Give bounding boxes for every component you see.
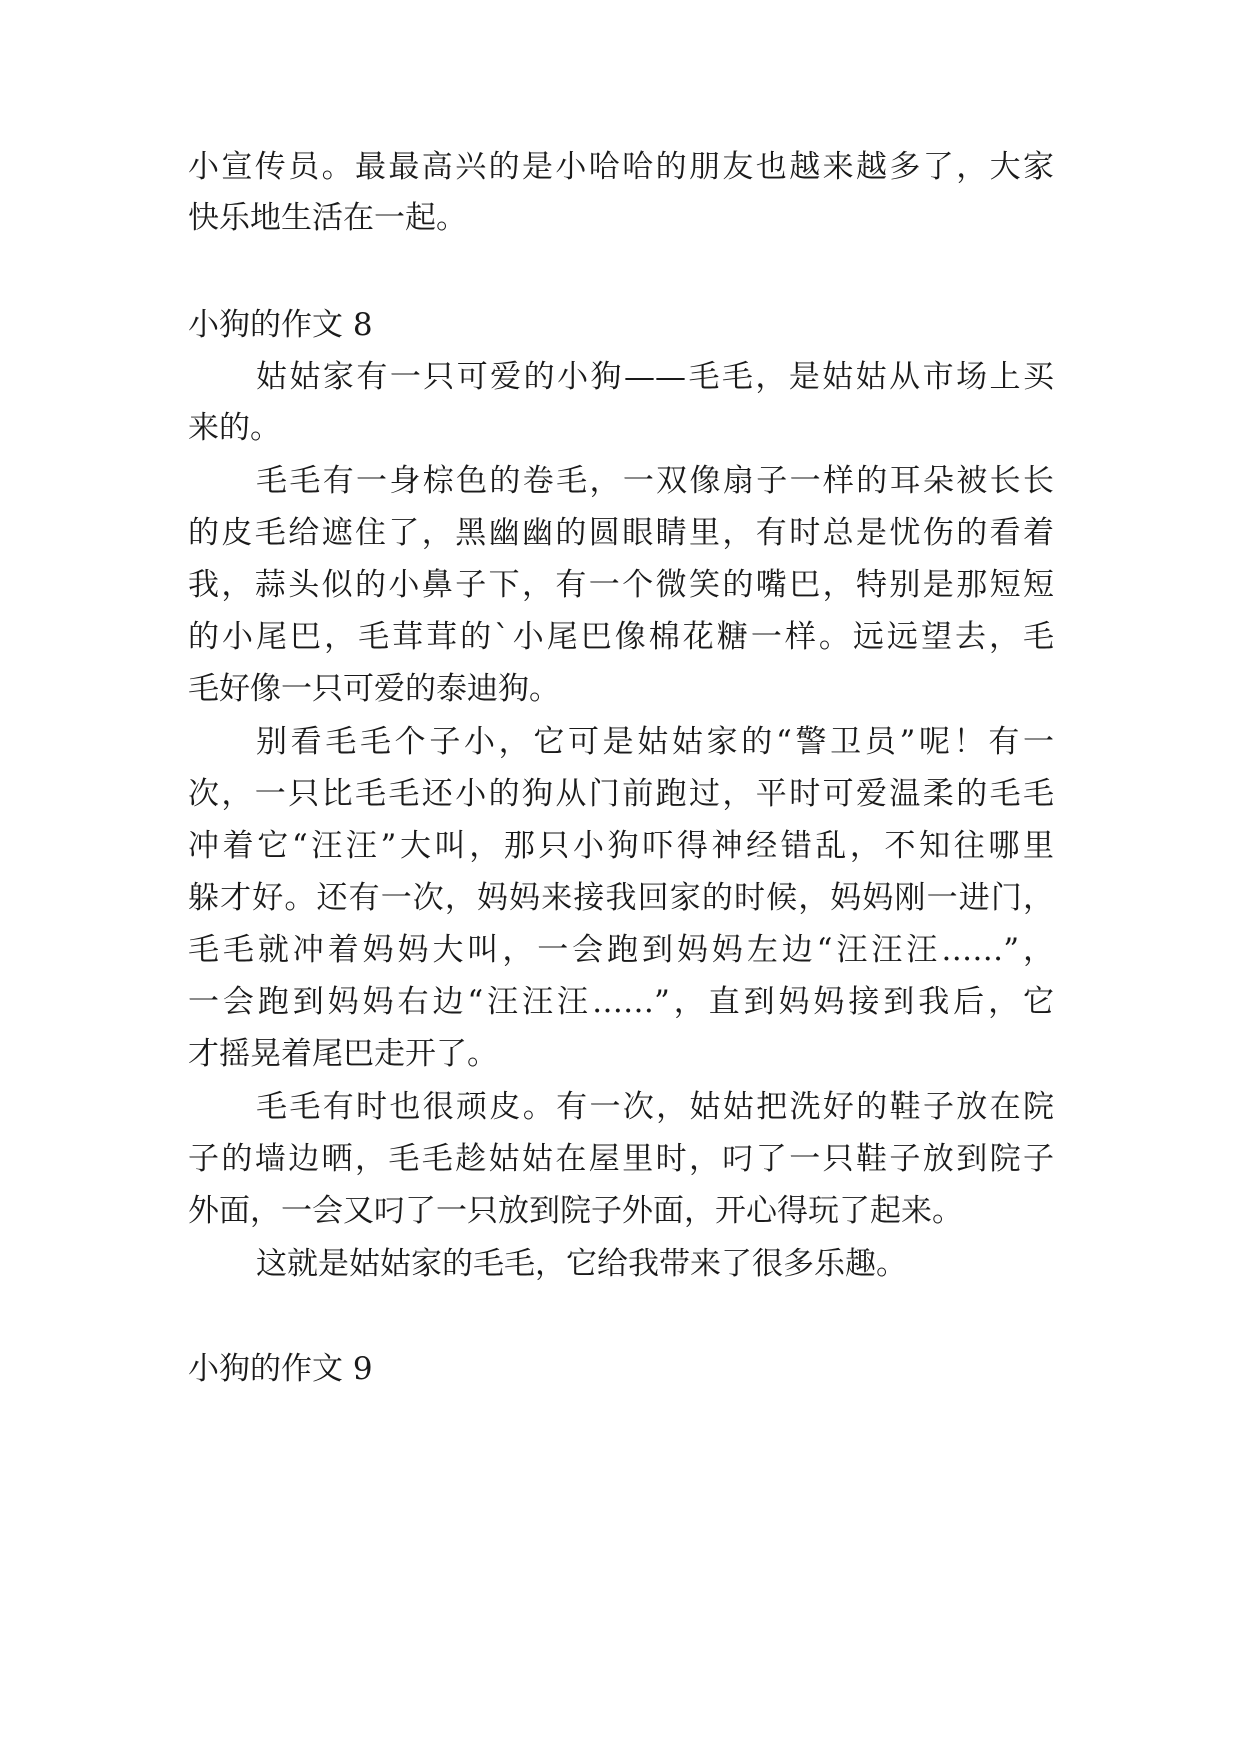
essay-8-p3-line-5: 毛毛就冲着妈妈大叫，一会跑到妈妈左边“汪汪汪……”， [188,932,1054,968]
intro-line-2: 快乐地生活在一起。 [188,200,467,236]
essay-8-p4-line-2: 子的墙边晒，毛毛趁姑姑在屋里时，叼了一只鞋子放到院子 [188,1141,1054,1177]
essay-8-p1-line-1: 姑姑家有一只可爱的小狗——毛毛，是姑姑从市场上买 [256,359,1054,395]
essay-8-p3-line-6: 一会跑到妈妈右边“汪汪汪……”，直到妈妈接到我后，它 [188,984,1054,1020]
essay-8-p2-line-5: 毛好像一只可爱的泰迪狗。 [188,671,560,707]
essay-8-p1-line-2: 来的。 [188,410,281,446]
essay-8-heading: 小狗的作文 8 [188,307,373,343]
intro-line-1: 小宣传员。最最高兴的是小哈哈的朋友也越来越多了，大家 [188,149,1054,185]
essay-9-heading: 小狗的作文 9 [188,1351,373,1387]
essay-8-p3-line-1: 别看毛毛个子小，它可是姑姑家的“警卫员”呢！有一 [256,724,1054,760]
essay-8-p2-line-1: 毛毛有一身棕色的卷毛，一双像扇子一样的耳朵被长长 [256,463,1054,499]
essay-8-p3-line-4: 躲才好。还有一次，妈妈来接我回家的时候，妈妈刚一进门， [188,880,1054,916]
essay-8-p2-line-3: 我，蒜头似的小鼻子下，有一个微笑的嘴巴，特别是那短短 [188,567,1054,603]
essay-8-p3-line-2: 次，一只比毛毛还小的狗从门前跑过，平时可爱温柔的毛毛 [188,776,1054,812]
essay-8-p5-line-1: 这就是姑姑家的毛毛，它给我带来了很多乐趣。 [256,1246,907,1282]
essay-8-p3-line-7: 才摇晃着尾巴走开了。 [188,1036,498,1072]
essay-8-p2-line-2: 的皮毛给遮住了，黑幽幽的圆眼睛里，有时总是忧伤的看着 [188,515,1054,551]
essay-8-p4-line-1: 毛毛有时也很顽皮。有一次，姑姑把洗好的鞋子放在院 [256,1089,1054,1125]
essay-8-p2-line-4: 的小尾巴，毛茸茸的`小尾巴像棉花糖一样。远远望去，毛 [188,619,1054,655]
essay-8-p3-line-3: 冲着它“汪汪”大叫，那只小狗吓得神经错乱，不知往哪里 [188,828,1054,864]
essay-8-p4-line-3: 外面，一会又叼了一只放到院子外面，开心得玩了起来。 [188,1193,963,1229]
